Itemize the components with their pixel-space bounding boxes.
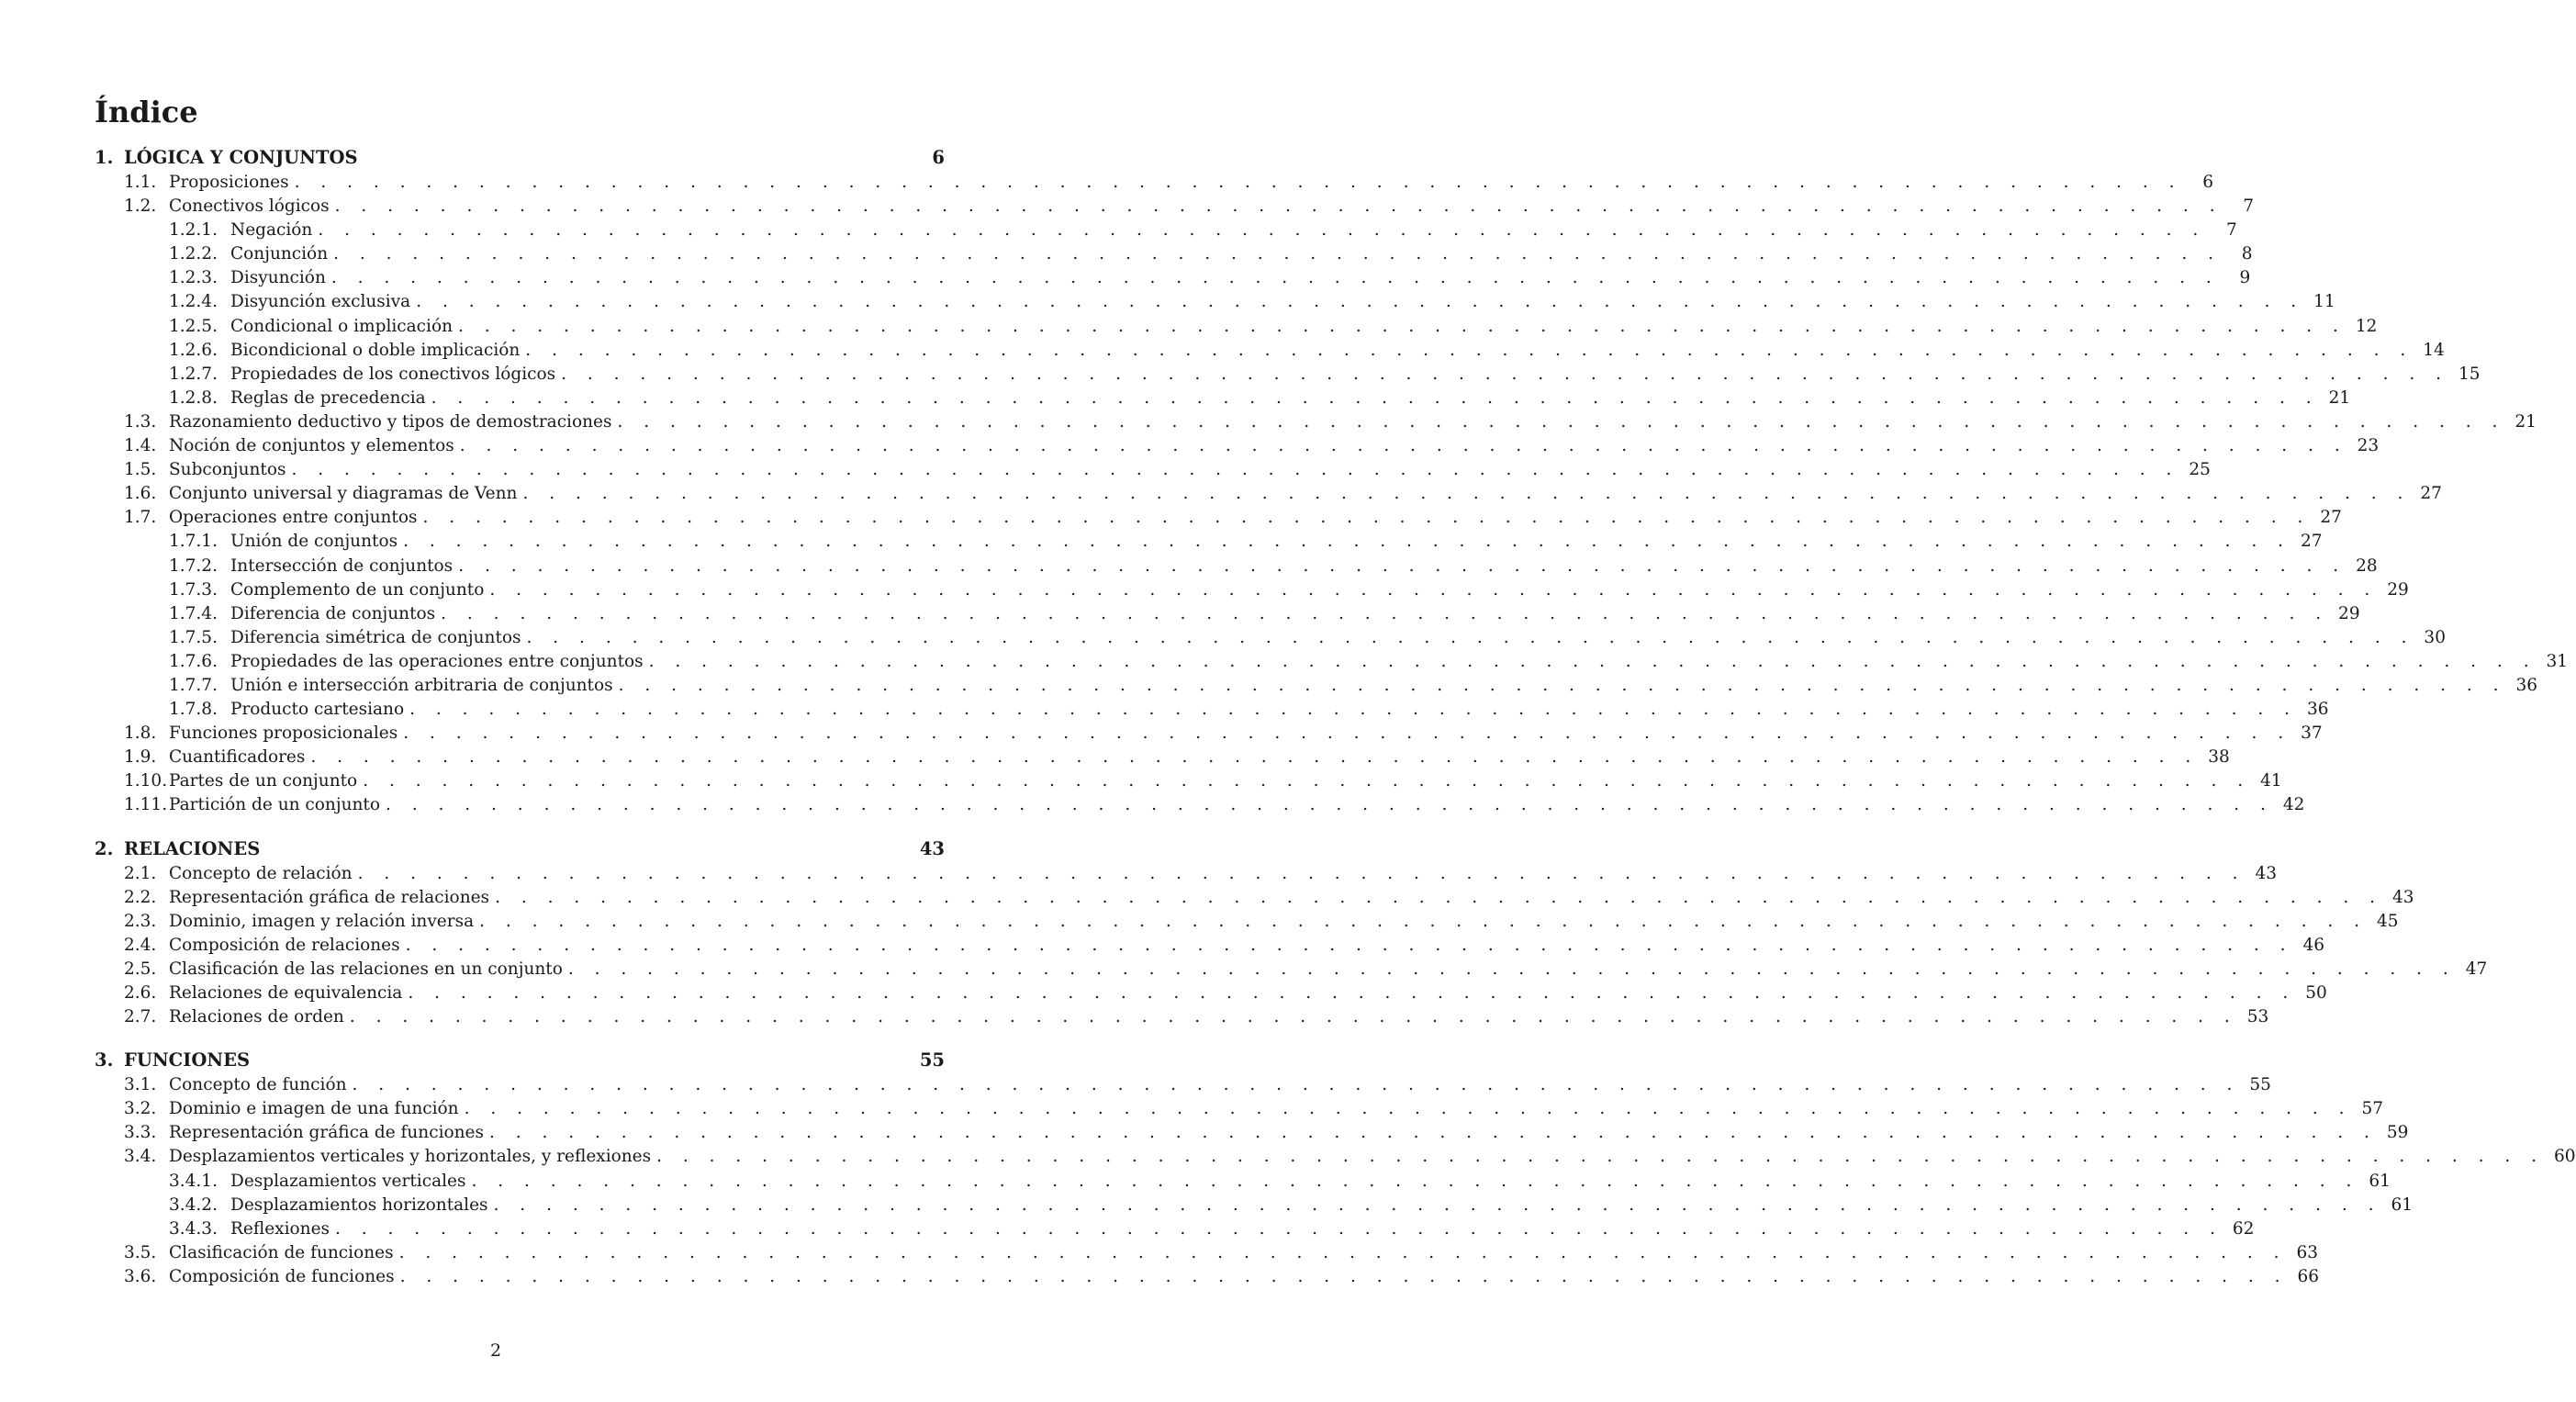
dot-leader: . . . . . . . . . . . . . . . . . . . . . . . . . . . . . . . . . . . . . . . . . . . . . . . . . . . . . . . . . . . . . . . . . . . . . . . . xyxy=(409,700,2298,720)
toc-entry[interactable] xyxy=(95,981,2327,1005)
entry-number: 2.7. xyxy=(124,1007,157,1027)
entry-title: Diferencia simétrica de conjuntos xyxy=(230,627,521,647)
dot-leader: . . . . . . . . . . . . . . . . . . . . . . . . . . . . . . . . . . . . . . . . . . . . . . . . . . . . . . . . . . . . . . . . . . . . . . . . xyxy=(618,675,2507,695)
entry-number: 1.2.5. xyxy=(169,316,218,336)
toc-entry[interactable] xyxy=(95,219,2237,242)
entry-number: 1.7. xyxy=(124,508,157,528)
entry-title: Relaciones de orden xyxy=(169,1007,344,1027)
entry-title: Composición de funciones xyxy=(169,1266,395,1286)
entry-number: 3.5. xyxy=(124,1242,157,1262)
entry-page: 47 xyxy=(2465,959,2488,979)
dot-leader: . . . . . . . . . . . . . . . . . . . . . . . . . . . . . . . . . . . . . . . . . . . . . . . . . . . . . . . . . . . . . . . . . . . . . . . . xyxy=(464,1099,2353,1119)
page-title: Índice xyxy=(95,95,198,129)
entry-title: Partes de un conjunto xyxy=(169,771,358,791)
toc-chapter-heading[interactable] xyxy=(95,145,945,171)
dot-leader: . . . . . . . . . . . . . . . . . . . . . . . . . . . . . . . . . . . . . . . . . . . . . . . . . . . . . . . . . . . . . . . . . . . . . . . . xyxy=(318,220,2206,241)
toc-entry[interactable] xyxy=(95,650,2569,674)
entry-page: 12 xyxy=(2355,316,2378,336)
entry-page: 57 xyxy=(2361,1099,2384,1119)
toc-entry[interactable] xyxy=(95,1241,2319,1265)
entry-page: 59 xyxy=(2386,1123,2409,1143)
toc-entry[interactable] xyxy=(95,1217,2255,1241)
toc-entry[interactable] xyxy=(95,290,2335,314)
entry-title: Relaciones de equivalencia xyxy=(169,983,403,1003)
toc-entry[interactable] xyxy=(95,698,2329,722)
entry-number: 3.1. xyxy=(124,1075,157,1095)
entry-number: 1.7.1. xyxy=(169,532,218,552)
entry-page: 41 xyxy=(2260,771,2282,791)
entry-number: 1.4. xyxy=(124,436,157,456)
dot-leader: . . . . . . . . . . . . . . . . . . . . . . . . . . . . . . . . . . . . . . . . . . . . . . . . . . . . . . . . . . . . . . . . . . . . . . . . xyxy=(408,983,2296,1003)
entry-number: 3.2. xyxy=(124,1099,157,1119)
entry-page: 37 xyxy=(2301,723,2323,744)
entry-page: 55 xyxy=(2249,1075,2271,1095)
toc-entry[interactable] xyxy=(95,958,2488,981)
entry-number: 3.4. xyxy=(124,1147,157,1167)
toc-entry[interactable] xyxy=(95,482,2442,506)
chapter-page: 55 xyxy=(919,1049,945,1071)
entry-page: 14 xyxy=(2423,340,2445,360)
entry-title: Operaciones entre conjuntos xyxy=(169,508,418,528)
dot-leader: . . . . . . . . . . . . . . . . . . . . . . . . . . . . . . . . . . . . . . . . . . . . . . . . . . . . . . . . . . . . . . . . . . . . . . . . xyxy=(617,411,2505,432)
entry-title: Conjunción xyxy=(230,244,329,264)
entry-number: 3.4.3. xyxy=(169,1218,218,1239)
entry-page: 6 xyxy=(2202,173,2214,192)
dot-leader: . . . . . . . . . . . . . . . . . . . . . . . . . . . . . . . . . . . . . . . . . . . . . . . . . . . . . . . . . . . . . . . . . . . . . . . . xyxy=(431,387,2320,408)
entry-page: 23 xyxy=(2357,436,2380,456)
dot-leader: . . . . . . . . . . . . . . . . . . . . . . . . . . . . . . . . . . . . . . . . . . . . . . . . . . . . . . . . . . . . . . . . . . . . . . . . xyxy=(479,911,2368,931)
entry-number: 2.4. xyxy=(124,935,157,955)
entry-number: 1.6. xyxy=(124,484,157,504)
toc-entry[interactable] xyxy=(95,1265,2319,1289)
entry-number: 1.2.2. xyxy=(169,244,218,264)
entry-number: 1.7.6. xyxy=(169,651,218,671)
entry-title: Disyunción exclusiva xyxy=(230,292,411,312)
entry-page: 61 xyxy=(2391,1195,2413,1215)
dot-leader: . . . . . . . . . . . . . . . . . . . . . . . . . . . . . . . . . . . . . . . . . . . . . . . . . . . . . . . . . . . . . . . . . . . . . . . . xyxy=(403,723,2291,744)
entry-title: Desplazamientos verticales xyxy=(230,1171,466,1191)
entry-page: 66 xyxy=(2297,1266,2319,1286)
entry-page: 36 xyxy=(2515,675,2538,695)
toc-entry[interactable] xyxy=(95,1170,2391,1194)
toc-entry[interactable] xyxy=(95,363,2481,387)
dot-leader: . . . . . . . . . . . . . . . . . . . . . . . . . . . . . . . . . . . . . . . . . . . . . . . . . . . . . . . . . . . . . . . . . . . . . . . . xyxy=(493,1195,2381,1215)
dot-leader: . . . . . . . . . . . . . . . . . . . . . . . . . . . . . . . . . . . . . . . . . . . . . . . . . . . . . . . . . . . . . . . . . . . . . . . . xyxy=(648,651,2537,671)
entry-page: 8 xyxy=(2241,244,2253,264)
entry-page: 27 xyxy=(2420,484,2442,504)
entry-page: 21 xyxy=(2328,387,2351,408)
toc-entry[interactable] xyxy=(95,266,2251,290)
toc-entry[interactable] xyxy=(95,171,2214,195)
entry-title: Representación gráfica de relaciones xyxy=(169,887,490,907)
entry-page: 28 xyxy=(2356,555,2378,576)
entry-page: 38 xyxy=(2208,747,2230,768)
toc-entry[interactable] xyxy=(95,626,2446,650)
dot-leader: . . . . . . . . . . . . . . . . . . . . . . . . . . . . . . . . . . . . . . . . . . . . . . . . . . . . . . . . . . . . . . . . . . . . . . . . xyxy=(416,292,2304,312)
entry-title: Cuantificadores xyxy=(169,747,306,768)
dot-leader: . . . . . . . . . . . . . . . . . . . . . . . . . . . . . . . . . . . . . . . . . . . . . . . . . . . . . . . . . . . . . . . . . . . . . . . . xyxy=(398,1242,2288,1262)
entry-title: Producto cartesiano xyxy=(230,700,405,720)
entry-page: 11 xyxy=(2313,292,2335,312)
toc-entry[interactable] xyxy=(95,195,2255,219)
entry-title: Desplazamientos horizontales xyxy=(230,1195,488,1215)
toc-entry[interactable] xyxy=(95,1121,2409,1145)
entry-page: 46 xyxy=(2302,935,2325,955)
toc-chapter-heading[interactable] xyxy=(95,836,945,862)
toc-entry[interactable] xyxy=(95,862,2277,886)
dot-leader: . . . . . . . . . . . . . . . . . . . . . . . . . . . . . . . . . . . . . . . . . . . . . . . . . . . . . . . . . . . . . . . . . . . . . . . . xyxy=(526,627,2414,647)
dot-leader: . . . . . . . . . . . . . . . . . . . . . . . . . . . . . . . . . . . . . . . . . . . . . . . . . . . . . . . . . . . . . . . . . . . . . . . . xyxy=(399,1266,2288,1286)
page-number: 2 xyxy=(489,1340,502,1361)
toc-entry[interactable] xyxy=(95,242,2253,266)
entry-number: 1.2.7. xyxy=(169,364,218,384)
dot-leader: . . . . . . . . . . . . . . . . . . . . . . . . . . . . . . . . . . . . . . . . . . . . . . . . . . . . . . . . . . . . . . . . . . . . . . . . xyxy=(561,364,2449,384)
entry-number: 1.7.4. xyxy=(169,603,218,623)
dot-leader: . . . . . . . . . . . . . . . . . . . . . . . . . . . . . . . . . . . . . . . . . . . . . . . . . . . . . . . . . . . . . . . . . . . . . . . . xyxy=(310,747,2199,768)
entry-title: Condicional o implicación xyxy=(230,316,453,336)
dot-leader: . . . . . . . . . . . . . . . . . . . . . . . . . . . . . . . . . . . . . . . . . . . . . . . . . . . . . . . . . . . . . . . . . . . . . . . . xyxy=(335,1218,2223,1239)
entry-number: 1.7.7. xyxy=(169,675,218,695)
entry-number: 1.3. xyxy=(124,411,157,432)
entry-number: 3.3. xyxy=(124,1123,157,1143)
dot-leader: . . . . . . . . . . . . . . . . . . . . . . . . . . . . . . . . . . . . . . . . . . . . . . . . . . . . . . . . . . . . . . . . . . . . . . . . xyxy=(522,484,2411,504)
dot-leader: . . . . . . . . . . . . . . . . . . . . . . . . . . . . . . . . . . . . . . . . . . . . . . . . . . . . . . . . . . . . . . . . . . . . . . . . xyxy=(567,959,2457,979)
entry-page: 43 xyxy=(2255,863,2277,883)
entry-number: 1.2.3. xyxy=(169,268,218,288)
entry-title: Concepto de función xyxy=(169,1075,347,1095)
entry-title: Complemento de un conjunto xyxy=(230,579,485,600)
toc-entry[interactable] xyxy=(95,746,2230,769)
toc-chapter-heading[interactable] xyxy=(95,1048,945,1073)
toc-entry[interactable] xyxy=(95,934,2325,958)
entry-title: Bicondicional o doble implicación xyxy=(230,340,521,360)
entry-title: Unión e intersección arbitraria de conjuntos xyxy=(230,675,613,695)
entry-page: 42 xyxy=(2282,795,2305,815)
entry-title: Funciones proposicionales xyxy=(169,723,398,744)
toc-entry[interactable] xyxy=(95,910,2399,934)
dot-leader: . . . . . . . . . . . . . . . . . . . . . . . . . . . . . . . . . . . . . . . . . . . . . . . . . . . . . . . . . . . . . . . . . . . . . . . . xyxy=(291,460,2179,480)
chapter-page: 6 xyxy=(932,147,945,168)
dot-leader: . . . . . . . . . . . . . . . . . . . . . . . . . . . . . . . . . . . . . . . . . . . . . . . . . . . . . . . . . . . . . . . . . . . . . . . . xyxy=(458,555,2346,576)
dot-leader: . . . . . . . . . . . . . . . . . . . . . . . . . . . . . . . . . . . . . . . . . . . . . . . . . . . . . . . . . . . . . . . . . . . . . . . . xyxy=(334,196,2223,217)
dot-leader: . . . . . . . . . . . . . . . . . . . . . . . . . . . . . . . . . . . . . . . . . . . . . . . . . . . . . . . . . . . . . . . . . . . . . . . . xyxy=(386,795,2274,815)
toc-entry[interactable] xyxy=(95,555,2378,578)
toc-chapter xyxy=(95,145,2569,818)
chapter-title: RELACIONES xyxy=(124,837,261,859)
entry-number: 2.1. xyxy=(124,863,157,883)
entry-page: 7 xyxy=(2226,220,2237,241)
entry-number: 2.3. xyxy=(124,911,157,931)
dot-leader: . . . . . . . . . . . . . . . . . . . . . . . . . . . . . . . . . . . . . . . . . . . . . . . . . . . . . . . . . . . . . . . . . . . . . . . . xyxy=(525,340,2414,360)
entry-title: Proposiciones xyxy=(169,173,289,192)
entry-title: Propiedades de los conectivos lógicos xyxy=(230,364,556,384)
entry-page: 62 xyxy=(2232,1218,2255,1239)
toc-entry[interactable] xyxy=(95,1194,2413,1217)
entry-number: 2.6. xyxy=(124,983,157,1003)
dot-leader: . . . . . . . . . . . . . . . . . . . . . . . . . . . . . . . . . . . . . . . . . . . . . . . . . . . . . . . . . . . . . . . . . . . . . . . . xyxy=(330,268,2220,288)
entry-number: 2.2. xyxy=(124,887,157,907)
table-of-contents xyxy=(95,145,2576,1307)
entry-number: 1.2.6. xyxy=(169,340,218,360)
entry-number: 1.10. xyxy=(124,771,168,791)
entry-number: 3.4.1. xyxy=(169,1171,218,1191)
entry-page: 43 xyxy=(2391,887,2414,907)
entry-title: Intersección de conjuntos xyxy=(230,555,454,576)
entry-number: 1.7.2. xyxy=(169,555,218,576)
entry-title: Dominio, imagen y relación inversa xyxy=(169,911,475,931)
dot-leader: . . . . . . . . . . . . . . . . . . . . . . . . . . . . . . . . . . . . . . . . . . . . . . . . . . . . . . . . . . . . . . . . . . . . . . . . xyxy=(349,1007,2238,1027)
entry-title: Disyunción xyxy=(230,268,326,288)
entry-title: Subconjuntos xyxy=(169,460,286,480)
toc-entry[interactable] xyxy=(95,722,2323,746)
entry-page: 50 xyxy=(2305,983,2327,1003)
toc-entry[interactable] xyxy=(95,886,2414,910)
dot-leader: . . . . . . . . . . . . . . . . . . . . . . . . . . . . . . . . . . . . . . . . . . . . . . . . . . . . . . . . . . . . . . . . . . . . . . . . xyxy=(459,436,2348,456)
entry-page: 15 xyxy=(2458,364,2481,384)
entry-page: 27 xyxy=(2300,532,2323,552)
chapter-page: 43 xyxy=(919,837,945,859)
entry-page: 29 xyxy=(2338,603,2360,623)
toc-entry[interactable] xyxy=(95,578,2409,602)
entry-number: 1.7.3. xyxy=(169,579,218,600)
entry-number: 1.2. xyxy=(124,196,157,217)
dot-leader: . . . . . . . . . . . . . . . . . . . . . . . . . . . . . . . . . . . . . . . . . . . . . . . . . . . . . . . . . . . . . . . . . . . . . . . . xyxy=(357,863,2246,883)
entry-number: 1.2.4. xyxy=(169,292,218,312)
entry-title: Composición de relaciones xyxy=(169,935,400,955)
entry-page: 21 xyxy=(2514,411,2537,432)
entry-page: 63 xyxy=(2296,1242,2319,1262)
entry-title: Reflexiones xyxy=(230,1218,330,1239)
entry-number: 1.5. xyxy=(124,460,157,480)
dot-leader: . . . . . . . . . . . . . . . . . . . . . . . . . . . . . . . . . . . . . . . . . . . . . . . . . . . . . . . . . . . . . . . . . . . . . . . . xyxy=(405,935,2294,955)
dot-leader: . . . . . . . . . . . . . . . . . . . . . . . . . . . . . . . . . . . . . . . . . . . . . . . . . . . . . . . . . . . . . . . . . . . . . . . . xyxy=(489,1123,2378,1143)
entry-title: Noción de conjuntos y elementos xyxy=(169,436,454,456)
toc-entry[interactable] xyxy=(95,793,2305,817)
toc-entry[interactable] xyxy=(95,1073,2271,1097)
entry-title: Partición de un conjunto xyxy=(169,795,380,815)
chapter-title: LÓGICA Y CONJUNTOS xyxy=(124,147,358,168)
toc-entry[interactable] xyxy=(95,434,2380,458)
entry-title: Clasificación de las relaciones en un conjunto xyxy=(169,959,563,979)
dot-leader: . . . . . . . . . . . . . . . . . . . . . . . . . . . . . . . . . . . . . . . . . . . . . . . . . . . . . . . . . . . . . . . . . . . . . . . . xyxy=(495,887,2383,907)
toc-entry[interactable] xyxy=(95,506,2342,530)
toc-chapter xyxy=(95,1048,2576,1289)
entry-number: 3.6. xyxy=(124,1266,157,1286)
entry-number: 1.1. xyxy=(124,173,157,192)
toc-entry[interactable] xyxy=(95,530,2323,554)
entry-page: 31 xyxy=(2546,651,2569,671)
toc-entry[interactable] xyxy=(95,602,2360,626)
dot-leader: . . . . . . . . . . . . . . . . . . . . . . . . . . . . . . . . . . . . . . . . . . . . . . . . . . . . . . . . . . . . . . . . . . . . . . . . xyxy=(422,508,2311,528)
entry-number: 1.9. xyxy=(124,747,157,768)
dot-leader: . . . . . . . . . . . . . . . . . . . . . . . . . . . . . . . . . . . . . . . . . . . . . . . . . . . . . . . . . . . . . . . . . . . . . . . . xyxy=(471,1171,2359,1191)
dot-leader: . . . . . . . . . . . . . . . . . . . . . . . . . . . . . . . . . . . . . . . . . . . . . . . . . . . . . . . . . . . . . . . . . . . . . . . . xyxy=(294,173,2183,192)
toc-entry[interactable] xyxy=(95,769,2282,793)
dot-leader: . . . . . . . . . . . . . . . . . . . . . . . . . . . . . . . . . . . . . . . . . . . . . . . . . . . . . . . . . . . . . . . . . . . . . . . . xyxy=(352,1075,2240,1095)
entry-title: Clasificación de funciones xyxy=(169,1242,394,1262)
entry-page: 61 xyxy=(2369,1171,2391,1191)
entry-title: Conjunto universal y diagramas de Venn xyxy=(169,484,518,504)
entry-title: Negación xyxy=(230,220,313,241)
entry-title: Razonamiento deductivo y tipos de demostraciones xyxy=(169,411,612,432)
chapter-number: 3. xyxy=(95,1049,114,1071)
entry-title: Desplazamientos verticales y horizontales, y reflexiones xyxy=(169,1147,652,1167)
entry-title: Dominio e imagen de una función xyxy=(169,1099,459,1119)
chapter-title: FUNCIONES xyxy=(124,1049,251,1071)
entry-title: Unión de conjuntos xyxy=(230,532,398,552)
toc-entry[interactable] xyxy=(95,1145,2576,1169)
entry-page: 36 xyxy=(2307,700,2329,720)
entry-page: 25 xyxy=(2189,460,2211,480)
toc-entry[interactable] xyxy=(95,387,2351,410)
entry-title: Propiedades de las operaciones entre conjuntos xyxy=(230,651,644,671)
entry-page: 29 xyxy=(2387,579,2409,600)
entry-title: Concepto de relación xyxy=(169,863,353,883)
entry-number: 1.8. xyxy=(124,723,157,744)
dot-leader: . . . . . . . . . . . . . . . . . . . . . . . . . . . . . . . . . . . . . . . . . . . . . . . . . . . . . . . . . . . . . . . . . . . . . . . . xyxy=(363,771,2251,791)
entry-number: 2.5. xyxy=(124,959,157,979)
entry-page: 30 xyxy=(2424,627,2446,647)
entry-number: 3.4.2. xyxy=(169,1195,218,1215)
dot-leader: . . . . . . . . . . . . . . . . . . . . . . . . . . . . . . . . . . . . . . . . . . . . . . . . . . . . . . . . . . . . . . . . . . . . . . . . xyxy=(403,532,2291,552)
entry-title: Reglas de precedencia xyxy=(230,387,426,408)
chapter-number: 2. xyxy=(95,837,114,859)
toc-entry[interactable] xyxy=(95,339,2445,363)
dot-leader: . . . . . . . . . . . . . . . . . . . . . . . . . . . . . . . . . . . . . . . . . . . . . . . . . . . . . . . . . . . . . . . . . . . . . . . . xyxy=(458,316,2346,336)
dot-leader: . . . . . . . . . . . . . . . . . . . . . . . . . . . . . . . . . . . . . . . . . . . . . . . . . . . . . . . . . . . . . . . . . . . . . . . . xyxy=(333,244,2222,264)
entry-title: Conectivos lógicos xyxy=(169,196,330,217)
entry-number: 1.2.1. xyxy=(169,220,218,241)
entry-page: 45 xyxy=(2377,911,2399,931)
entry-page: 60 xyxy=(2554,1147,2576,1167)
dot-leader: . . . . . . . . . . . . . . . . . . . . . . . . . . . . . . . . . . . . . . . . . . . . . . . . . . . . . . . . . . . . . . . . . . . . . . . . xyxy=(489,579,2378,600)
entry-number: 1.7.5. xyxy=(169,627,218,647)
entry-number: 1.7.8. xyxy=(169,700,218,720)
entry-page: 7 xyxy=(2243,196,2255,217)
toc-entry[interactable] xyxy=(95,1097,2384,1121)
chapter-number: 1. xyxy=(95,147,114,168)
entry-number: 1.11. xyxy=(124,795,168,815)
toc-entry[interactable] xyxy=(95,315,2378,339)
entry-page: 9 xyxy=(2239,268,2251,288)
entry-title: Diferencia de conjuntos xyxy=(230,603,436,623)
entry-number: 1.2.8. xyxy=(169,387,218,408)
toc-entry[interactable] xyxy=(95,410,2537,434)
toc-entry[interactable] xyxy=(95,1005,2269,1029)
dot-leader: . . . . . . . . . . . . . . . . . . . . . . . . . . . . . . . . . . . . . . . . . . . . . . . . . . . . . . . . . . . . . . . . . . . . . . . . xyxy=(656,1147,2545,1167)
entry-title: Representación gráfica de funciones xyxy=(169,1123,484,1143)
toc-chapter xyxy=(95,836,2488,1030)
entry-page: 27 xyxy=(2320,508,2342,528)
dot-leader: . . . . . . . . . . . . . . . . . . . . . . . . . . . . . . . . . . . . . . . . . . . . . . . . . . . . . . . . . . . . . . . . . . . . . . . . xyxy=(441,603,2329,623)
entry-page: 53 xyxy=(2246,1007,2269,1027)
toc-entry[interactable] xyxy=(95,458,2211,482)
toc-entry[interactable] xyxy=(95,674,2538,698)
